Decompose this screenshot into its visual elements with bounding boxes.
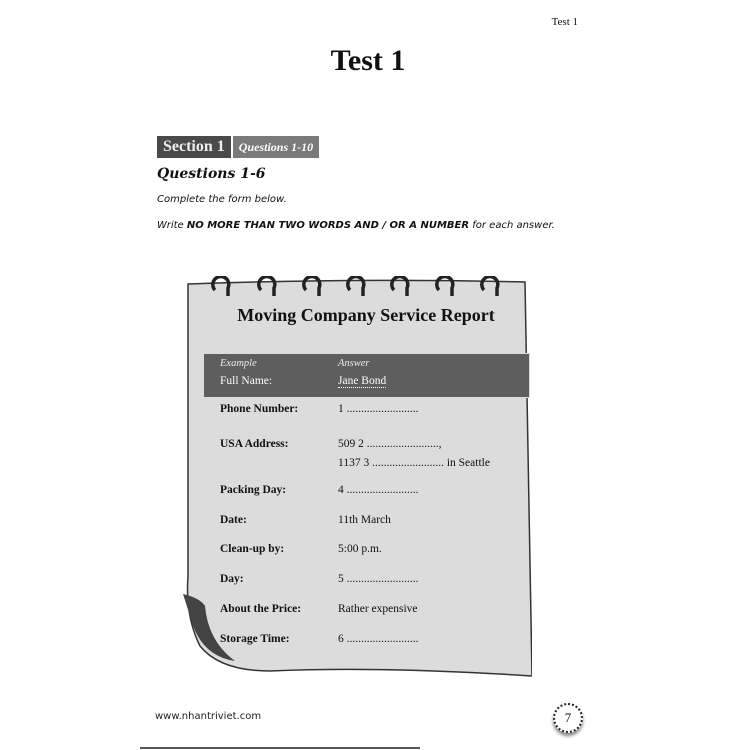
instruction-2: Write NO MORE THAN TWO WORDS AND / OR A NUMBER for each answer. — [157, 220, 555, 231]
field-label: About the Price: — [220, 603, 302, 615]
field-label: Date: — [220, 514, 247, 526]
section-label: Section 1 — [157, 136, 231, 158]
example-label: Example — [220, 358, 257, 369]
section-banner — [157, 136, 319, 158]
answer-blank-3: 1137 3 ......................... in Seattle — [338, 457, 490, 469]
page-number: 7 — [553, 703, 583, 733]
questions-heading: Questions 1-6 — [157, 166, 266, 182]
field-label: Storage Time: — [220, 633, 290, 645]
footer-url: www.nhantriviet.com — [155, 711, 262, 722]
field-label: Phone Number: — [220, 403, 299, 415]
section-questions: Questions 1-10 — [233, 136, 319, 158]
example-value: Jane Bond — [338, 375, 387, 387]
field-label: Packing Day: — [220, 484, 287, 496]
answer-blank-6: 6 ......................... — [338, 633, 419, 645]
field-label: USA Address: — [220, 438, 289, 450]
example-field: Full Name: — [220, 375, 273, 387]
instruction-1: Complete the form below. — [157, 194, 287, 205]
page-title: Test 1 — [330, 44, 406, 77]
field-label: Clean-up by: — [220, 543, 285, 555]
answer-blank-2: 509 2 ........................., — [338, 438, 442, 450]
answer-label: Answer — [338, 358, 370, 369]
field-label: Day: — [220, 573, 244, 585]
field-value: Rather expensive — [338, 603, 418, 615]
notepad-paper — [180, 276, 532, 686]
running-head: Test 1 — [551, 16, 578, 28]
form-title: Moving Company Service Report — [237, 305, 495, 325]
field-value: 5:00 p.m. — [338, 543, 382, 555]
bottom-rule — [140, 747, 420, 749]
field-value: 11th March — [338, 514, 391, 526]
answer-blank-5: 5 ......................... — [338, 573, 419, 585]
answer-blank-1: 1 ......................... — [338, 403, 419, 415]
answer-blank-4: 4 ......................... — [338, 484, 419, 496]
